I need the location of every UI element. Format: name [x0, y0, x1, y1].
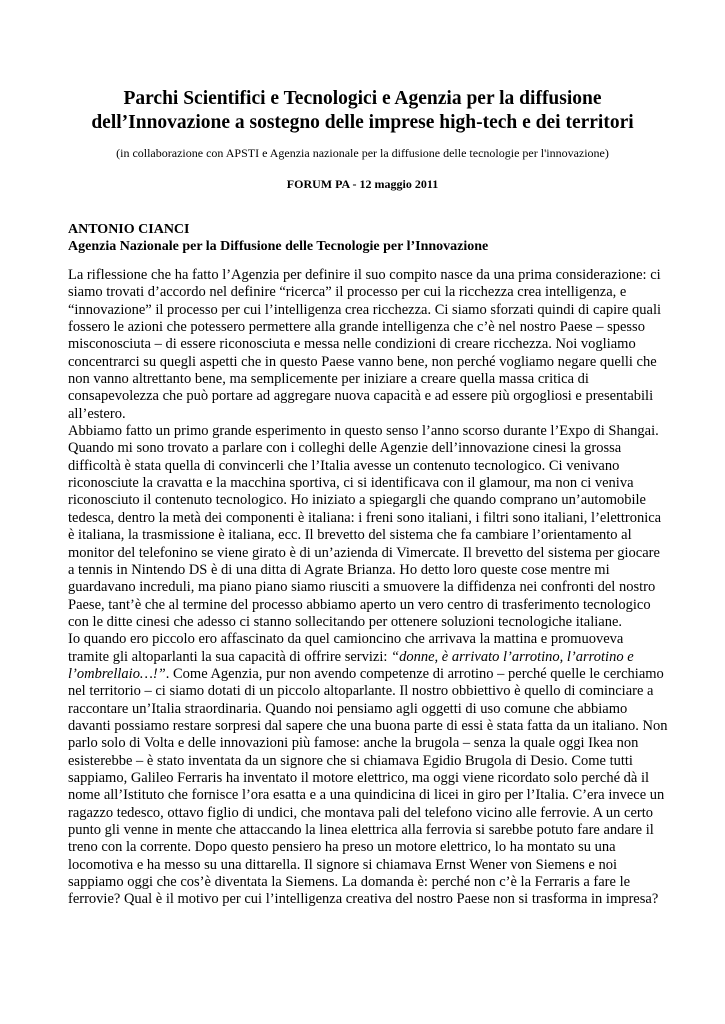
- document-subtitle: (in collaborazione con APSTI e Agenzia nazionale per la diffusione delle tecnologie per l'innovazione): [116, 146, 609, 160]
- event-line: FORUM PA - 12 maggio 2011: [286, 177, 439, 191]
- title-line-2: dell’Innovazione a sostegno delle imprese high-tech e dei territori: [91, 112, 634, 133]
- paragraph-1: La riflessione che ha fatto l’Agenzia per definire il suo compito nasce da una prima considerazione: ci siamo trovati d’accordo nel definire “ricerca” il processo per cui la ricchezza crea intelligenza, e “innovazione” il processo per cui l’intelligenza crea ricchezza. Ci siamo sforzati quindi di capire quali fossero le azioni che potessero permettere alla grande intelligenza che c’è nel nostro Paese – spesso misconosciuta – di essere riconosciuta e messa nelle condizioni di creare ricchezza. Noi vogliamo concentrarci su quegli aspetti che in questo Paese vanno bene, non perché vogliamo negare quelli che non vanno altrettanto bene, ma semplicemente per iniziare a creare quella massa critica di consapevolezza che può portare ad aggregare nuova capacità e ad essere più orgogliosi e presentabili all’estero.: [68, 267, 662, 422]
- document-body: [68, 267, 668, 909]
- speaker-name: ANTONIO CIANCI: [68, 222, 190, 237]
- document-title: [60, 87, 665, 135]
- paragraph-2: Abbiamo fatto un primo grande esperimento in questo senso l’anno scorso durante l’Expo di Shangai. Quando mi sono trovato a parlare con i colleghi delle Agenzie dell’innovazione cinesi la grossa difficoltà è stata quella di convincerli che l’Italia avesse un contenuto tecnologico. Ci venivano riconosciute la cravatta e la macchina sportiva, ci si identificava con il glamour, ma non ci veniva riconosciuto il contenuto tecnologico. Ho iniziato a spiegargli che quando comprano un’automobile tedesca, dentro la metà dei componenti è italiana: i freni sono italiani, i filtri sono italiani, l’elettronica è italiana, la trasmissione è italiana, ecc. Il brevetto del sistema che fa cambiare l’orientamento al monitor del telefonino se viene girato è di un’azienda di Vimercate. Il brevetto del sistema per giocare a tennis in Nintendo DS è di una ditta di Agrate Brianza. Ho detto loro queste cose mentre mi guardavano increduli, ma piano piano siamo riusciti a smuovere la diffidenza nei confronti del nostro Paese, tant’è che al termine del processo abbiamo aperto un vero centro di trasferimento tecnologico con le ditte cinesi che adesso ci stanno sollecitando per ottenere soluzioni tecnologiche italiane.: [68, 423, 662, 630]
- paragraph-3-intro: Io quando ero piccolo ero affascinato da quel camioncino che arrivava la mattina e promuoveva tramite gli altoparlanti la sua capacità di offrire servizi:: [68, 631, 624, 665]
- speaker-block: [68, 221, 668, 255]
- speaker-affiliation: Agenzia Nazionale per la Diffusione delle Tecnologie per l’Innovazione: [68, 239, 489, 254]
- title-line-1: Parchi Scientifici e Tecnologici e Agenzia per la diffusione: [123, 88, 602, 109]
- paragraph-3-rest: . Come Agenzia, pur non avendo competenze di arrotino – perché quelle le cerchiamo nel territorio – ci siamo dotati di un piccolo altoparlante. Il nostro obbiettivo è quello di cominciare a raccontare un’Italia straordinaria. Quando noi pensiamo agli oggetti di uso comune che abbiamo davanti possiamo restare sorpresi dal sapere che una buona parte di essi è stata fatta da un italiano. Non parlo solo di Volta e delle innovazioni più famose: anche la brugola – senza la quale oggi Ikea non esisterebbe – è stato inventata da un signore che si chiamava Egidio Brugola di Desio. Come tutti sappiamo, Galileo Ferraris ha inventato il motore elettrico, ma oggi viene ricordato solo perché dà il nome all’Istituto che fornisce l’ora esatta e a una quindicina di licei in giro per l’Italia. C’era invece un ragazzo tedesco, ottavo figlio di undici, che montava pali del telefono vicino alle ferrovie. A un certo punto gli venne in mente che attaccando la linea elettrica alla ferrovia si sarebbe potuto fare andare il treno con la corrente. Dopo questo pensiero ha preso un motore elettrico, lo ha montato su una locomotiva e ha messo su una dittarella. Il signore si chiamava Ernst Wener von Siemens e noi sappiamo oggi che cos’è diventata la Siemens. La domanda è: perché non c’è la Ferraris a fare le ferrovie? Qual è il motivo per cui l’intelligenza creativa del nostro Paese non si trasforma in impresa?: [68, 665, 668, 908]
- paragraph-3: [68, 631, 668, 909]
- paragraph-3-quote: “donne, è arrivato l’arrotino, l’arrotino e l’ombrellaio…!”: [68, 648, 634, 682]
